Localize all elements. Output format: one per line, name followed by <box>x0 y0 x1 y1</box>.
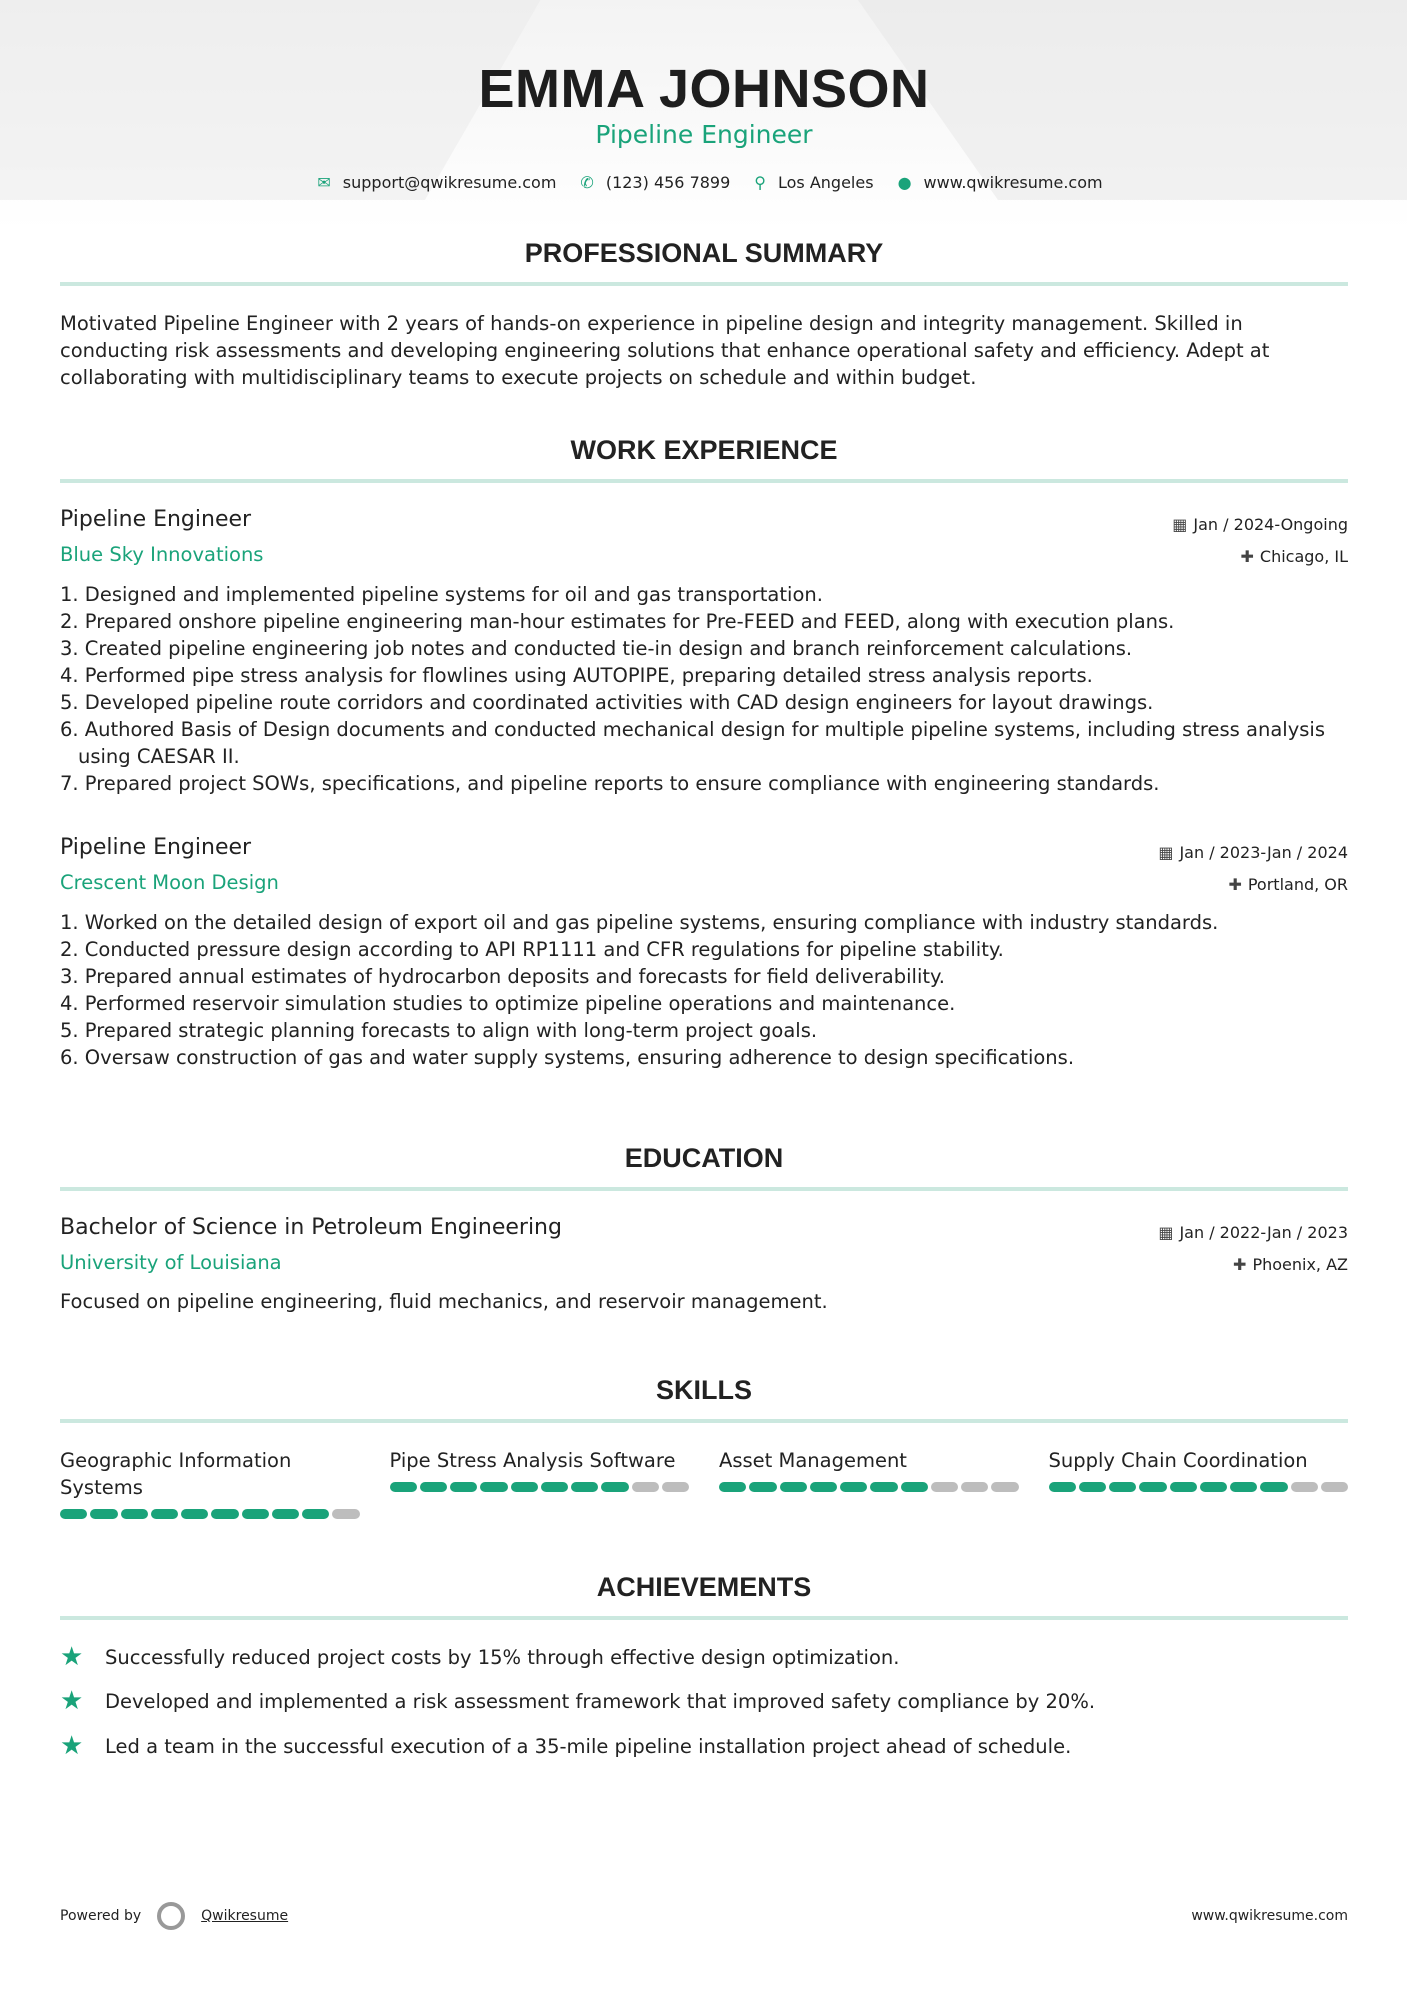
list-item: 3. Prepared annual estimates of hydrocarbon deposits and forecasts for field deliverability. <box>60 965 945 988</box>
company: Blue Sky Innovations <box>60 543 264 566</box>
contact-bar <box>60 173 1348 192</box>
rating-dot-filled <box>272 1509 299 1519</box>
section-heading: ACHIEVEMENTS <box>596 1572 812 1602</box>
section-heading: PROFESSIONAL SUMMARY <box>524 238 884 268</box>
list-item: 4. Performed reservoir simulation studies to optimize pipeline operations and maintenance. <box>60 992 956 1015</box>
summary-section <box>60 238 1348 391</box>
email-icon: ✉ <box>317 173 331 192</box>
list-item: 2. Prepared onshore pipeline engineering man-hour estimates for Pre-FEED and FEED, along with execution plans. <box>60 610 1175 633</box>
degree: Bachelor of Science in Petroleum Engineering <box>60 1215 562 1240</box>
rating-dot-empty <box>632 1482 659 1492</box>
list-item: 4. Performed pipe stress analysis for flowlines using AUTOPIPE, preparing detailed stress analysis reports. <box>60 664 1093 687</box>
list-item: 2. Conducted pressure design according to API RP1111 and CFR regulations for pipeline stability. <box>60 938 1004 961</box>
email[interactable]: support@qwikresume.com <box>342 173 557 192</box>
skill-item: Pipe Stress Analysis Software <box>390 1447 690 1519</box>
rating-dot-empty <box>991 1482 1018 1492</box>
rating-dot-filled <box>901 1482 928 1492</box>
achievement-item: ★ Successfully reduced project costs by 15% through effective design optimization. <box>60 1642 900 1672</box>
job-dates: ▦ Jan / 2024-Ongoing <box>1172 515 1348 534</box>
rating-dot-filled <box>1139 1482 1166 1492</box>
rating-dot-filled <box>1109 1482 1136 1492</box>
calendar-icon: ▦ <box>1172 515 1188 534</box>
skills-list <box>60 1447 1348 1519</box>
section-heading: WORK EXPERIENCE <box>570 435 838 465</box>
section-divider <box>60 1419 1348 1423</box>
rating-dot-empty <box>1321 1482 1348 1492</box>
job-title: Pipeline Engineer <box>60 835 252 860</box>
rating-dot-filled <box>1260 1482 1287 1492</box>
calendar-icon: ▦ <box>1158 1223 1174 1242</box>
qwikresume-logo-icon <box>157 1902 185 1930</box>
section-heading: EDUCATION <box>624 1143 784 1173</box>
star-icon: ★ <box>60 1642 84 1672</box>
rating-dot-filled <box>1170 1482 1197 1492</box>
skill-item: Supply Chain Coordination <box>1049 1447 1349 1519</box>
education-description: Focused on pipeline engineering, fluid mechanics, and reservoir management. <box>60 1290 828 1313</box>
rating-dot-filled <box>571 1482 598 1492</box>
rating-dot-filled <box>242 1509 269 1519</box>
website[interactable]: www.qwikresume.com <box>923 173 1103 192</box>
list-item: 1. Designed and implemented pipeline systems for oil and gas transportation. <box>60 583 823 606</box>
rating-dot-filled <box>601 1482 628 1492</box>
rating-dot-empty <box>961 1482 988 1492</box>
rating-dot-filled <box>302 1509 329 1519</box>
rating-dot-filled <box>60 1509 87 1519</box>
pin-icon: ✚ <box>1233 1255 1247 1274</box>
rating-dot-filled <box>151 1509 178 1519</box>
section-divider <box>60 282 1348 286</box>
rating-dot-filled <box>810 1482 837 1492</box>
skill-rating <box>1049 1482 1349 1492</box>
job-duties <box>60 909 1348 1071</box>
job-location: ✚ Chicago, IL <box>1240 547 1348 566</box>
calendar-icon: ▦ <box>1158 843 1174 862</box>
rating-dot-filled <box>840 1482 867 1492</box>
skill-rating <box>60 1509 360 1519</box>
rating-dot-filled <box>390 1482 417 1492</box>
job-dates: ▦ Jan / 2023-Jan / 2024 <box>1158 843 1348 862</box>
rating-dot-empty <box>332 1509 359 1519</box>
candidate-title: Pipeline Engineer <box>595 120 813 149</box>
rating-dot-filled <box>121 1509 148 1519</box>
rating-dot-filled <box>1079 1482 1106 1492</box>
achievements-section <box>60 1572 1348 1620</box>
education-dates: ▦ Jan / 2022-Jan / 2023 <box>1158 1223 1348 1242</box>
rating-dot-filled <box>1230 1482 1257 1492</box>
company: Crescent Moon Design <box>60 871 279 894</box>
school: University of Louisiana <box>60 1251 282 1274</box>
list-item: 7. Prepared project SOWs, specifications, and pipeline reports to ensure compliance with engineering standards. <box>60 772 1160 795</box>
rating-dot-filled <box>511 1482 538 1492</box>
rating-dot-filled <box>749 1482 776 1492</box>
skill-item: Asset Management <box>719 1447 1019 1519</box>
skill-rating <box>719 1482 1019 1492</box>
rating-dot-filled <box>181 1509 208 1519</box>
rating-dot-empty <box>931 1482 958 1492</box>
job-duties <box>60 581 1348 797</box>
section-divider <box>60 479 1348 483</box>
job-title: Pipeline Engineer <box>60 507 252 532</box>
phone-icon: ✆ <box>580 173 594 192</box>
location: Los Angeles <box>778 173 874 192</box>
skill-item: Geographic Information Systems <box>60 1447 360 1519</box>
location-icon: ⚲ <box>754 173 766 192</box>
globe-icon: ● <box>897 173 912 192</box>
rating-dot-filled <box>480 1482 507 1492</box>
list-item: 5. Developed pipeline route corridors and coordinated activities with CAD design engineers for layout drawings. <box>60 691 1154 714</box>
rating-dot-filled <box>780 1482 807 1492</box>
rating-dot-filled <box>1200 1482 1227 1492</box>
star-icon: ★ <box>60 1731 84 1761</box>
section-heading: SKILLS <box>655 1375 752 1405</box>
skill-rating <box>390 1482 690 1492</box>
rating-dot-filled <box>1049 1482 1076 1492</box>
experience-section <box>60 435 1348 483</box>
list-item: 1. Worked on the detailed design of export oil and gas pipeline systems, ensuring compliance with industry standards. <box>60 911 1219 934</box>
rating-dot-filled <box>450 1482 477 1492</box>
rating-dot-filled <box>870 1482 897 1492</box>
rating-dot-filled <box>719 1482 746 1492</box>
powered-by: Powered by <box>60 1908 142 1924</box>
education-section <box>60 1143 1348 1191</box>
skills-section <box>60 1375 1348 1423</box>
rating-dot-filled <box>541 1482 568 1492</box>
phone: (123) 456 7899 <box>605 173 731 192</box>
list-item: 6. Authored Basis of Design documents and conducted mechanical design for multiple pipeline systems, including stress analysis using CAESAR II. <box>60 718 1325 768</box>
rating-dot-empty <box>662 1482 689 1492</box>
candidate-name: EMMA JOHNSON <box>478 59 930 119</box>
brand-link[interactable]: Qwikresume <box>201 1908 289 1924</box>
list-item: 3. Created pipeline engineering job notes and conducted tie-in design and branch reinforcement calculations. <box>60 637 1133 660</box>
section-divider <box>60 1187 1348 1191</box>
job-location: ✚ Portland, OR <box>1228 875 1348 894</box>
rating-dot-filled <box>420 1482 447 1492</box>
education-location: ✚ Phoenix, AZ <box>1233 1255 1348 1274</box>
summary-text: Motivated Pipeline Engineer with 2 years of hands-on experience in pipeline design and integrity management. Skilled in conducting risk assessments and developing engineering solutions that enhance operational safety and efficiency. Adept at collaborating with multidisciplinary teams to execute projects on schedule and within budget. <box>60 312 1270 389</box>
star-icon: ★ <box>60 1686 84 1716</box>
footer <box>60 1902 1348 1930</box>
rating-dot-filled <box>211 1509 238 1519</box>
rating-dot-filled <box>90 1509 117 1519</box>
section-divider <box>60 1616 1348 1620</box>
achievement-item: ★ Led a team in the successful execution of a 35-mile pipeline installation project ahead of schedule. <box>60 1731 1072 1761</box>
list-item: 6. Oversaw construction of gas and water supply systems, ensuring adherence to design specifications. <box>60 1046 1075 1069</box>
footer-website[interactable]: www.qwikresume.com <box>1191 1908 1348 1924</box>
achievement-item: ★ Developed and implemented a risk assessment framework that improved safety compliance by 20%. <box>60 1686 1096 1716</box>
pin-icon: ✚ <box>1228 875 1242 894</box>
rating-dot-empty <box>1291 1482 1318 1492</box>
list-item: 5. Prepared strategic planning forecasts to align with long-term project goals. <box>60 1019 818 1042</box>
pin-icon: ✚ <box>1240 547 1254 566</box>
